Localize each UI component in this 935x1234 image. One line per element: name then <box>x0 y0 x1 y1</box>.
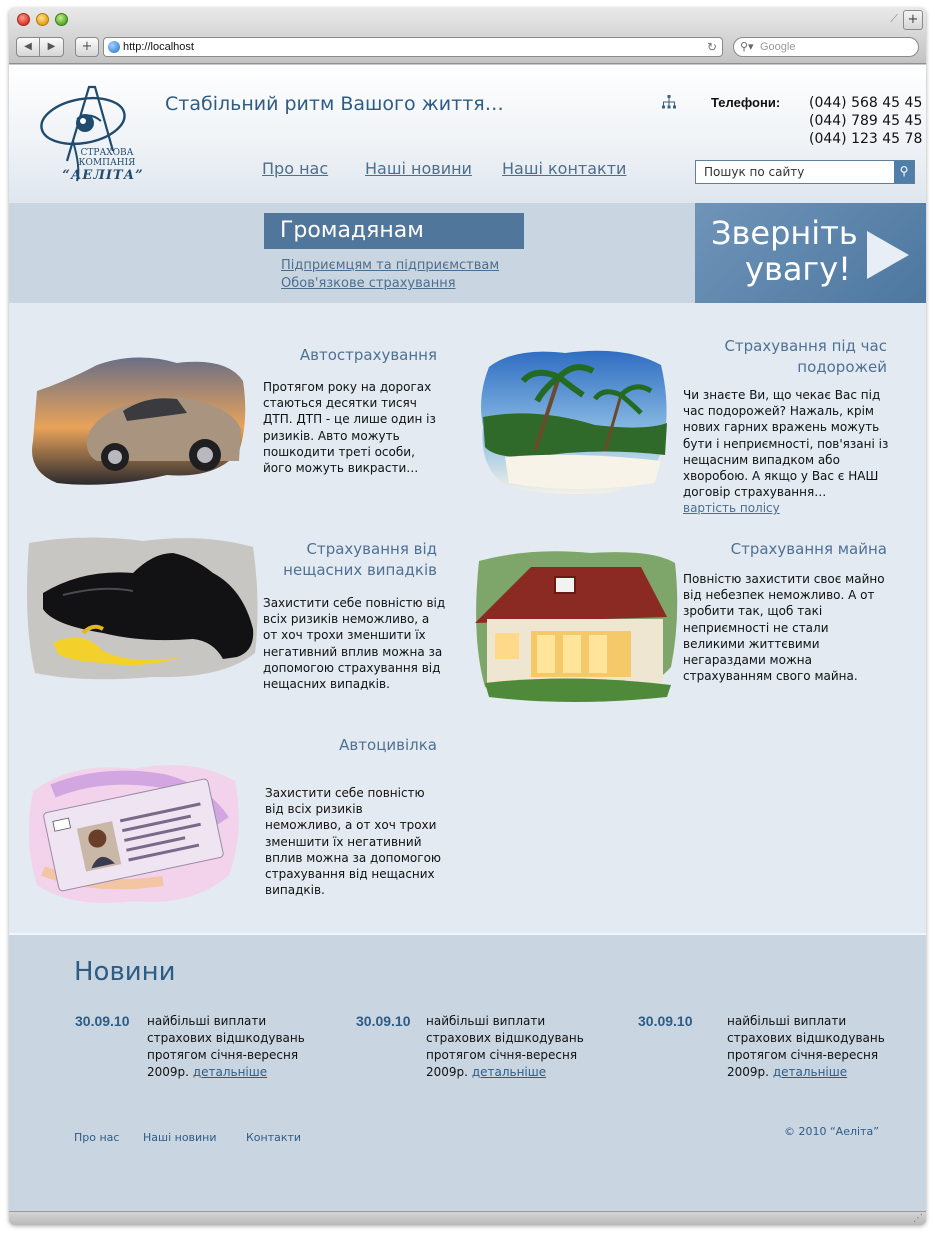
phone-number: (044) 789 45 45 <box>809 113 923 129</box>
section-bar <box>9 203 926 303</box>
nav-news[interactable]: Наші новини <box>365 159 472 178</box>
link-entrepreneurs[interactable]: Підприємцям та підприємствам <box>281 258 500 273</box>
service-description: Захистити себе повністю від всіх ризиків неможливо, а от хоч трохи зменшити їх негативний вплив можна за допомогою страхування від нещасних випадків. <box>265 786 442 898</box>
service-title[interactable]: Автоцивілка <box>339 736 437 754</box>
browser-toolbar <box>9 8 926 64</box>
new-tab-button[interactable]: + <box>903 10 923 30</box>
phone-number: (044) 123 45 78 <box>809 131 923 147</box>
attention-line: Зверніть <box>711 214 858 252</box>
news-text <box>147 1013 307 1081</box>
search-button[interactable]: ⚲ <box>894 161 914 183</box>
address-bar[interactable] <box>103 37 723 57</box>
logo-line2: КОМПАНІЯ <box>78 158 136 168</box>
minimize-window-button[interactable] <box>36 13 49 26</box>
logo-name: “АЕЛІТА” <box>62 168 144 183</box>
site-header <box>9 65 926 203</box>
shoe-banana-photo[interactable] <box>23 533 261 683</box>
site-slogan: Стабільний ритм Вашого життя… <box>165 93 504 115</box>
car-photo[interactable] <box>27 351 249 491</box>
service-description: Захистити себе повністю від всіх ризиків неможливо, а от хоч трохи зменшити їх негативний вплив можна за допомогою страхування від нещасних випадків. <box>263 596 446 692</box>
news-summary: найбільші виплати страхових відшкодувань протягом січня-вересня 2009р. <box>426 1014 584 1079</box>
nav-contacts[interactable]: Наші контакти <box>502 159 627 178</box>
footer-link-news[interactable]: Наші новини <box>143 1131 217 1144</box>
phone-list <box>809 94 922 148</box>
news-text <box>727 1013 887 1081</box>
service-title[interactable]: Страхування майна <box>730 540 887 558</box>
attention-text <box>711 214 858 288</box>
resize-grip-icon[interactable]: ⋰ <box>913 1213 923 1224</box>
play-arrow-icon <box>867 231 909 279</box>
service-title[interactable]: Страхування під час подорожей <box>724 337 887 376</box>
license-photo[interactable] <box>23 751 245 913</box>
browser-status-bar <box>9 1211 926 1225</box>
news-date: 30.09.10 <box>638 1013 693 1029</box>
site-search-box <box>695 160 915 184</box>
web-page <box>9 65 926 1211</box>
news-summary: найбільші виплати страхових відшкодувань протягом січня-вересня 2009р. <box>727 1014 885 1079</box>
footer-link-about[interactable]: Про нас <box>74 1131 120 1144</box>
nav-about[interactable]: Про нас <box>262 159 329 178</box>
phones-label: Телефони: <box>711 95 781 110</box>
attention-line: увагу! <box>745 250 851 288</box>
phone-number: (044) 568 45 45 <box>809 95 923 111</box>
link-mandatory-insurance[interactable]: Обов'язкове страхування <box>281 276 456 291</box>
service-description <box>683 387 893 517</box>
tab-citizens[interactable]: Громадянам <box>264 213 524 249</box>
service-description: Протягом року на дорогах стаються десятки тисяч ДТП. ДТП - це лише один із ризиків. Авто можуть пошкодити треті особи, його можуть викрасти… <box>263 380 436 476</box>
sitemap-icon[interactable] <box>661 95 677 109</box>
services-section <box>9 303 926 933</box>
house-photo[interactable] <box>471 547 681 707</box>
news-section <box>9 933 926 1211</box>
news-heading: Новини <box>74 957 176 987</box>
browser-search-placeholder: Google <box>760 41 796 53</box>
toolbar-toggle-icon[interactable]: ⟋ <box>890 12 898 25</box>
service-title[interactable]: Автострахування <box>299 346 437 364</box>
beach-photo[interactable] <box>475 347 671 497</box>
copyright-text: © 2010 “Аеліта” <box>784 1125 879 1138</box>
news-summary: найбільші виплати страхових відшкодувань протягом січня-вересня 2009р. <box>147 1014 305 1079</box>
news-text <box>426 1013 586 1081</box>
news-more-link[interactable]: детальніше <box>192 1065 268 1079</box>
policy-cost-link[interactable]: вартість полісу <box>683 501 780 516</box>
logo-caption <box>57 148 157 168</box>
service-title[interactable]: Страхування від нещасних випадків <box>283 540 437 579</box>
back-button[interactable]: ◀ <box>16 37 40 57</box>
close-window-button[interactable] <box>17 13 30 26</box>
service-text: Чи знаєте Ви, що чекає Вас під час подорожей? Нажаль, крім нових гарних вражень можуть бути і неприємності, пов'язані із нещасним випадком або хворобою. А якщо у Вас є НАШ договір страхування… <box>683 388 889 500</box>
news-date: 30.09.10 <box>356 1013 411 1029</box>
section-links <box>281 257 499 293</box>
news-more-link[interactable]: детальніше <box>471 1065 547 1079</box>
zoom-window-button[interactable] <box>55 13 68 26</box>
attention-banner[interactable] <box>695 203 926 303</box>
news-more-link[interactable]: детальніше <box>772 1065 848 1079</box>
site-search-input[interactable] <box>696 161 894 183</box>
browser-window <box>9 8 926 1225</box>
forward-button[interactable]: ▶ <box>40 37 64 57</box>
url-text: http://localhost <box>123 41 194 53</box>
add-bookmark-button[interactable]: + <box>75 37 99 57</box>
news-date: 30.09.10 <box>75 1013 130 1029</box>
logo-line1: СТРАХОВА <box>80 148 134 158</box>
service-description: Повністю захистити своє майно від небезпек неможливо. А от зробити так, щоб такі неприємності не стали великими життєвими негараздами можна страхуванням свого майна. <box>683 572 885 684</box>
globe-icon <box>108 41 120 53</box>
footer-link-contacts[interactable]: Контакти <box>246 1131 302 1144</box>
reload-icon[interactable]: ↻ <box>706 40 717 54</box>
search-icon: ⚲▾ <box>740 41 754 53</box>
browser-search-field[interactable] <box>733 37 919 57</box>
